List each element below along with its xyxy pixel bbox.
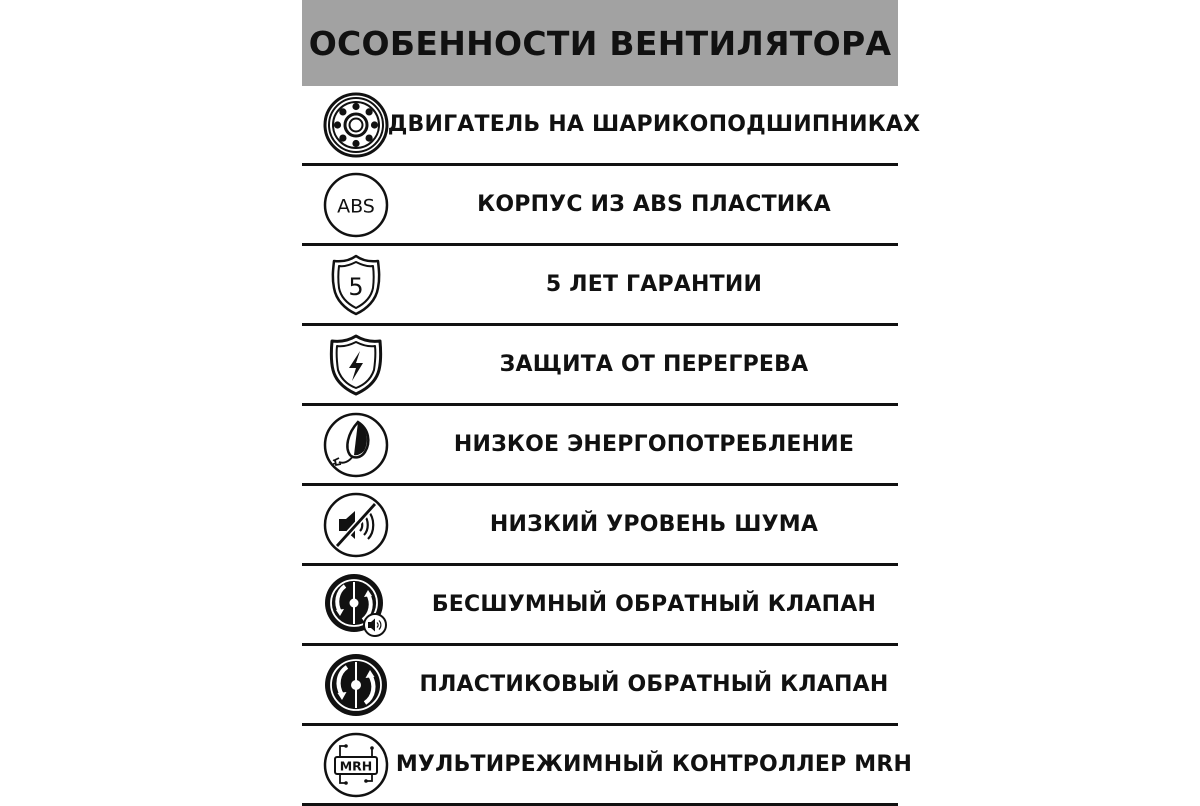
- feature-label: ДВИГАТЕЛЬ НА ШАРИКОПОДШИПНИКАХ: [387, 112, 921, 137]
- silent-check-valve-icon: [323, 572, 389, 638]
- feature-row-silent-check-valve: [302, 566, 898, 646]
- feature-row-low-noise: [302, 486, 898, 566]
- svg-text:MRH: MRH: [339, 758, 373, 774]
- header-bar: [302, 0, 898, 86]
- feature-label: БЕСШУМНЫЙ ОБРАТНЫЙ КЛАПАН: [431, 592, 877, 617]
- feature-label: ПЛАСТИКОВЫЙ ОБРАТНЫЙ КЛАПАН: [419, 672, 889, 697]
- overheat-protection-shield-icon: [323, 332, 389, 398]
- abs-icon: [323, 172, 389, 238]
- muted-speaker-icon: [323, 492, 389, 558]
- feature-row-mrh-controller: [302, 726, 913, 806]
- feature-label: НИЗКИЙ УРОВЕНЬ ШУМА: [489, 512, 819, 537]
- eco-leaf-plug-icon: [323, 412, 389, 478]
- feature-row-ball-bearing: [302, 86, 921, 166]
- plastic-check-valve-icon: [323, 652, 389, 718]
- svg-text:ABS: ABS: [337, 195, 375, 218]
- feature-label: 5 ЛЕТ ГАРАНТИИ: [545, 272, 763, 297]
- feature-row-abs-body: [302, 166, 898, 246]
- feature-sheet: [302, 0, 921, 800]
- feature-label: НИЗКОЕ ЭНЕРГОПОТРЕБЛЕНИЕ: [453, 432, 855, 457]
- svg-text:5: 5: [348, 273, 364, 301]
- feature-row-overheat-protection: [302, 326, 898, 406]
- warranty-shield-icon: [323, 252, 389, 318]
- feature-row-plastic-check-valve: [302, 646, 898, 726]
- feature-label: МУЛЬТИРЕЖИМНЫЙ КОНТРОЛЛЕР MRH: [395, 752, 913, 777]
- ball-bearing-icon: [323, 92, 389, 158]
- page-title: ОСОБЕННОСТИ ВЕНТИЛЯТОРА: [308, 23, 892, 63]
- feature-row-low-energy: [302, 406, 898, 486]
- feature-label: ЗАЩИТА ОТ ПЕРЕГРЕВА: [499, 352, 809, 377]
- feature-label: КОРПУС ИЗ ABS ПЛАСТИКА: [477, 192, 831, 217]
- mrh-controller-icon: [323, 732, 389, 798]
- feature-list: [302, 86, 921, 806]
- feature-row-warranty: [302, 246, 898, 326]
